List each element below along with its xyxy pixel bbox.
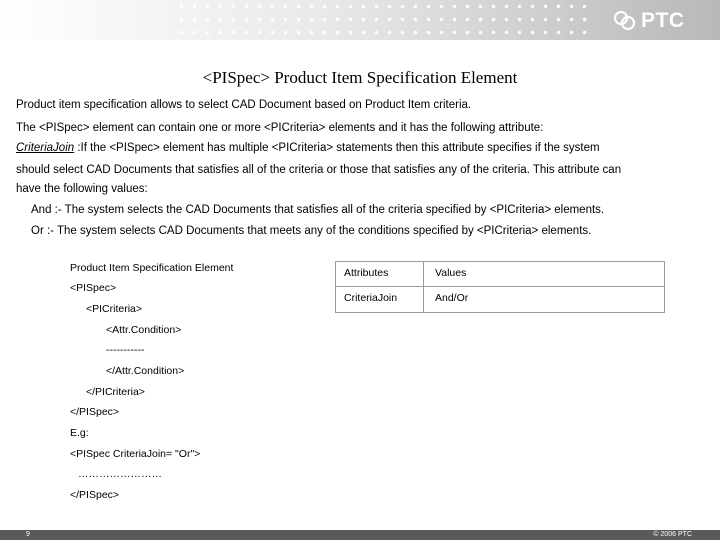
code-line: E.g: xyxy=(70,427,89,439)
ptc-logo xyxy=(612,8,685,34)
attribute-table xyxy=(335,261,665,313)
page-number: 9 xyxy=(26,531,30,538)
logo-text: PTC xyxy=(641,9,685,32)
and-value-text: And :- The system selects the CAD Documents that satisfies all of the criteria specified by <PICriteria> elements. xyxy=(31,204,605,216)
intro-text: Product item specification allows to select CAD Document based on Product Item criteria. xyxy=(16,99,472,111)
code-line: </PISpec> xyxy=(70,406,120,418)
page-title: <PISpec> Product Item Specification Element xyxy=(202,68,518,87)
table-divider xyxy=(335,286,665,287)
code-line: <PICriteria> xyxy=(86,303,143,315)
code-line: <PISpec CriteriaJoin= "Or"> xyxy=(70,448,201,460)
header-banner xyxy=(0,0,720,40)
table-cell-value: And/Or xyxy=(435,292,469,304)
or-value-text: Or :- The system selects CAD Documents that meets any of the conditions specified by <PICriteria> elements. xyxy=(31,225,592,237)
code-line: </PICriteria> xyxy=(86,386,145,398)
code-line: …………………… xyxy=(78,468,162,480)
criteria-text-line2: should select CAD Documents that satisfies all of the criteria or those that satisfies any of the criteria. This attribute can xyxy=(16,164,622,176)
table-divider xyxy=(423,261,424,313)
table-header-attributes: Attributes xyxy=(344,267,389,279)
criteria-text-line3: have the following values: xyxy=(16,183,148,195)
table-header-values: Values xyxy=(435,267,467,279)
copyright-text: © 2006 PTC xyxy=(653,531,692,538)
ptc-swirl-icon xyxy=(612,8,638,34)
code-line: </PISpec> xyxy=(70,489,120,501)
criteria-text: :If the <PISpec> element has multiple <PICriteria> statements then this attribute specifies if the system xyxy=(74,142,600,154)
footer-bar xyxy=(0,530,720,540)
code-line: <PISpec> xyxy=(70,282,117,294)
attribute-intro-text: The <PISpec> element can contain one or more <PICriteria> elements and it has the following attribute: xyxy=(16,122,544,134)
table-cell-attribute: CriteriaJoin xyxy=(344,292,398,304)
code-line: <Attr.Condition> xyxy=(106,324,182,336)
code-heading: Product Item Specification Element xyxy=(70,262,234,274)
dot-pattern xyxy=(175,0,595,40)
criteria-paragraph xyxy=(16,141,600,155)
code-line: </Attr.Condition> xyxy=(106,365,185,377)
criteria-term: CriteriaJoin xyxy=(16,142,75,154)
code-line: ----------- xyxy=(106,344,145,356)
